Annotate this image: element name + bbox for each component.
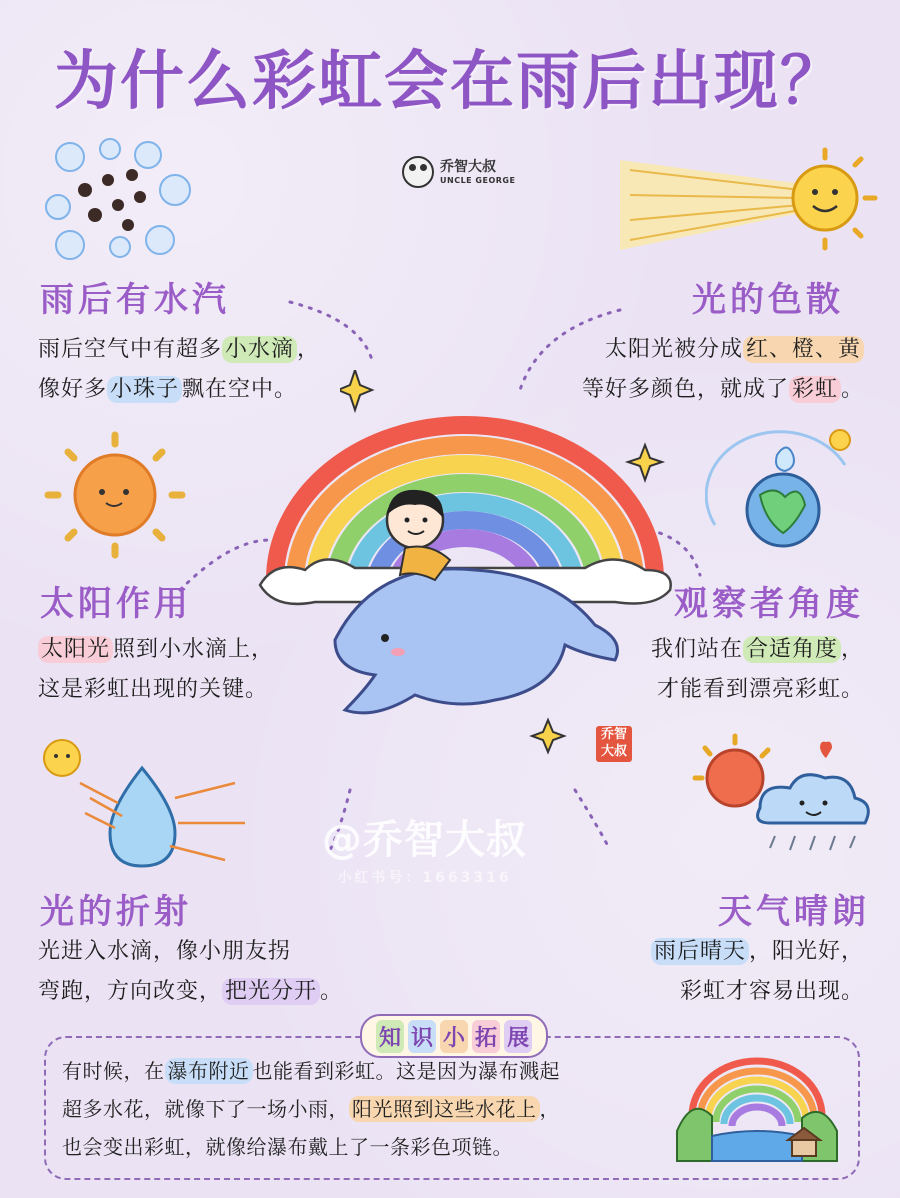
heading-dispersion: 光的色散	[692, 280, 844, 320]
raindrop-refraction-icon	[30, 728, 260, 878]
text-part: 彩虹才容易出现。	[679, 979, 864, 1004]
heading-water-vapor: 雨后有水汽	[40, 280, 230, 320]
text-observer-angle	[651, 630, 864, 710]
text-part: 。	[320, 979, 344, 1004]
highlight-sunlight: 太阳光	[38, 636, 113, 663]
tag-char: 识	[408, 1020, 436, 1053]
text-part: 才能看到漂亮彩虹。	[656, 677, 864, 702]
text-part: 这是彩虹出现的关键。	[38, 677, 269, 702]
sunbeam-icon	[620, 140, 880, 260]
highlight-beads: 小珠子	[107, 376, 182, 403]
highlight-angle: 合适角度	[743, 636, 841, 663]
water-droplets-icon	[40, 135, 200, 265]
text-part: 。	[840, 377, 864, 402]
text-part: 飘在空中。	[182, 377, 298, 402]
seal-stamp: 乔智大叔	[596, 726, 632, 762]
text-part: 也会变出彩虹，就像给瀑布戴上了一条彩色项链。	[62, 1135, 513, 1159]
text-part: 光进入水滴，像小朋友拐	[38, 939, 292, 964]
earth-icon	[705, 425, 865, 565]
text-part: 雨后空气中有超多	[38, 337, 223, 362]
page-title: 为什么彩虹会在雨后出现？	[54, 45, 846, 119]
sparkle-icons	[340, 370, 670, 770]
text-part: ，阳光好，	[748, 939, 864, 964]
text-part: 也能看到彩虹。这是因为瀑布溅起	[252, 1059, 560, 1083]
highlight-droplets: 小水滴	[222, 336, 297, 363]
text-part: 有时候，在	[62, 1059, 165, 1083]
text-part: 太阳光被分成	[604, 337, 743, 362]
text-refraction	[38, 932, 343, 1012]
highlight-colors: 红、橙、黄	[743, 336, 864, 363]
text-clear-weather	[651, 932, 864, 1012]
brand-name-en: UNCLE GEORGE	[440, 175, 516, 185]
watermark	[322, 808, 527, 887]
knowledge-text	[62, 1052, 652, 1166]
brand-name-cn: 乔智大叔	[440, 158, 496, 175]
text-sun-role	[38, 630, 274, 710]
text-part: 等好多颜色，就成了	[581, 377, 789, 402]
text-part: ，	[539, 1097, 560, 1121]
panda-icon	[402, 156, 434, 188]
highlight-rainbow: 彩虹	[789, 376, 841, 403]
highlight-sunny: 雨后晴天	[651, 938, 749, 965]
heading-observer-angle: 观察者角度	[674, 584, 864, 624]
text-part: 照到小水滴上，	[113, 637, 275, 662]
waterfall-rainbow-icon	[672, 1046, 842, 1166]
sun-cloud-rain-icon	[690, 728, 880, 878]
watermark-main: @乔智大叔	[322, 817, 527, 863]
text-part: 我们站在	[650, 637, 743, 662]
text-part: ，	[840, 637, 864, 662]
highlight-spray: 阳光照到这些水花上	[349, 1096, 540, 1122]
watermark-sub: 小红书号：1663316	[337, 870, 512, 886]
heading-refraction: 光的折射	[40, 892, 192, 932]
highlight-waterfall: 瀑布附近	[165, 1058, 253, 1084]
heading-clear-weather: 天气晴朗	[718, 892, 870, 932]
tag-char: 展	[504, 1020, 532, 1053]
sun-icon	[40, 430, 190, 560]
text-part: 像好多	[38, 377, 108, 402]
tag-char: 小	[440, 1020, 468, 1053]
heading-sun-role: 太阳作用	[40, 584, 192, 624]
text-part: 超多水花，就像下了一场小雨，	[62, 1097, 349, 1121]
text-part: 弯跑，方向改变，	[38, 979, 223, 1004]
highlight-split-light: 把光分开	[222, 978, 320, 1005]
brand-logo	[402, 156, 515, 188]
text-part: ，	[297, 337, 321, 362]
tag-char: 知	[376, 1020, 404, 1053]
tag-char: 拓	[472, 1020, 500, 1053]
